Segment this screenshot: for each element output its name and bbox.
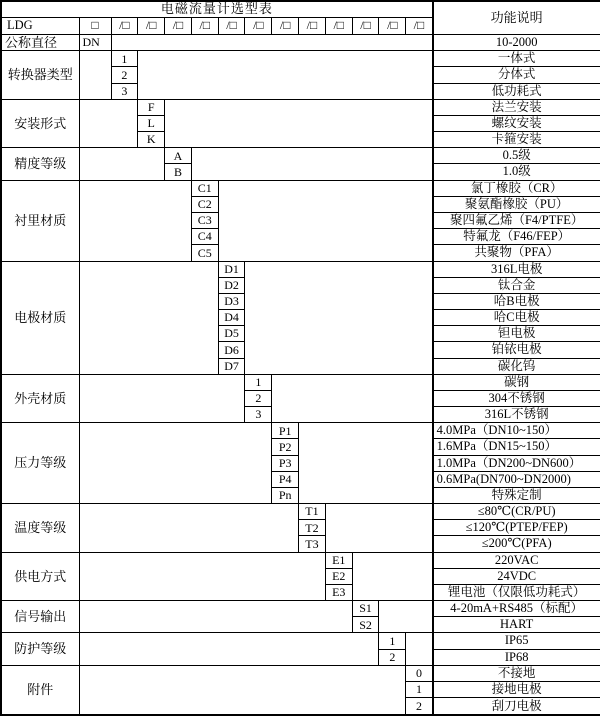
description-signal-output-1: 4-20mA+RS485（标配） [433,601,600,617]
code-power-supply-E3: E3 [325,584,352,600]
row-signal-output-1 [1,601,600,617]
code-electrode-material-D6: D6 [218,342,245,358]
description-power-supply-3: 锂电池（仅限低功耗式） [433,584,600,600]
spacer-right-temperature-rating [325,504,432,553]
code-temperature-rating-T1: T1 [299,504,326,520]
code-electrode-material-D3: D3 [218,293,245,309]
description-converter-type-1: 一体式 [433,51,600,67]
model-slot-8: /□ [299,17,326,34]
description-electrode-material-6: 铂铱电极 [433,342,600,358]
code-electrode-material-D1: D1 [218,261,245,277]
description-electrode-material-3: 哈B电极 [433,293,600,309]
code-installation-type-L: L [138,115,165,131]
description-converter-type-3: 低功耗式 [433,83,600,99]
code-accessories-2: 2 [406,698,433,715]
section-label-protection-rating: 防护等级 [1,633,79,665]
spacer-right-housing-material [272,374,433,423]
code-liner-material-C4: C4 [191,229,218,245]
code-pressure-rating-P3: P3 [272,455,299,471]
spacer-right-converter-type [138,51,433,100]
section-label-pressure-rating: 压力等级 [1,423,79,504]
code-liner-material-C2: C2 [191,196,218,212]
code-installation-type-K: K [138,132,165,148]
description-housing-material-1: 碳钢 [433,374,600,390]
code-temperature-rating-T3: T3 [299,536,326,552]
code-electrode-material-D4: D4 [218,310,245,326]
code-accessories-0: 0 [406,665,433,681]
section-label-converter-type: 转换器类型 [1,51,79,100]
code-housing-material-3: 3 [245,407,272,423]
description-pressure-rating-2: 1.6MPa（DN15~150） [433,439,600,455]
description-electrode-material-5: 钽电极 [433,326,600,342]
row-temperature-rating-1 [1,504,600,520]
section-label-accuracy-grade: 精度等级 [1,148,79,180]
code-converter-type-3: 3 [111,83,138,99]
code-housing-material-1: 1 [245,374,272,390]
description-housing-material-3: 316L不锈钢 [433,407,600,423]
description-liner-material-4: 特氟龙（F46/FEP） [433,229,600,245]
code-power-supply-E1: E1 [325,552,352,568]
model-slot-4: /□ [191,17,218,34]
section-label-signal-output: 信号输出 [1,601,79,633]
section-label-power-supply: 供电方式 [1,552,79,601]
description-pressure-rating-4: 0.6MPa(DN700~DN2000) [433,471,600,487]
row-accessories-1 [1,665,600,681]
row-installation-type-1 [1,99,600,115]
section-label-housing-material: 外壳材质 [1,374,79,423]
model-code-box: □ [79,17,111,34]
spacer-right-liner-material [218,180,432,261]
code-protection-rating-1: 1 [379,633,406,649]
model-slot-1: /□ [111,17,138,34]
spacer-left-pressure-rating [79,423,272,504]
description-temperature-rating-1: ≤80℃(CR/PU) [433,504,600,520]
description-accessories-2: 接地电极 [433,681,600,697]
code-electrode-material-D5: D5 [218,326,245,342]
table-title: 电磁流量计选型表 [1,1,433,17]
spacer-right-signal-output [379,601,433,633]
spacer-right-electrode-material [245,261,433,374]
row-converter-type-1 [1,51,600,67]
spacer-right-accuracy-grade [191,148,432,180]
code-signal-output-S2: S2 [352,617,379,633]
model-prefix: LDG [1,17,79,34]
row-liner-material-1 [1,180,600,196]
model-slot-12: /□ [406,17,433,34]
section-label-installation-type: 安装形式 [1,99,79,148]
description-converter-type-2: 分体式 [433,67,600,83]
spacer-left-installation-type [79,99,138,148]
spacer-left-converter-type [79,51,111,100]
section-label-accessories: 附件 [1,665,79,715]
code-accuracy-grade-A: A [165,148,192,164]
row-housing-material-1 [1,374,600,390]
description-liner-material-3: 聚四氟乙烯（F4/PTFE） [433,212,600,228]
title-row [1,1,600,17]
description-pressure-rating-5: 特殊定制 [433,487,600,503]
code-protection-rating-2: 2 [379,649,406,665]
section-label-nominal-diameter: 公称直径 [1,34,79,51]
description-accuracy-grade-1: 0.5级 [433,148,600,164]
spacer-left-accuracy-grade [79,148,165,180]
code-liner-material-C1: C1 [191,180,218,196]
code-pressure-rating-Pn: Pn [272,487,299,503]
code-pressure-rating-P2: P2 [272,439,299,455]
description-accessories-3: 刮刀电极 [433,698,600,715]
row-power-supply-1 [1,552,600,568]
description-temperature-rating-2: ≤120℃(PTEP/FEP) [433,520,600,536]
code-liner-material-C5: C5 [191,245,218,261]
description-electrode-material-7: 碳化钨 [433,358,600,374]
description-power-supply-2: 24VDC [433,568,600,584]
description-accessories-1: 不接地 [433,665,600,681]
model-slot-9: /□ [325,17,352,34]
function-column-header: 功能说明 [433,1,600,34]
code-electrode-material-D7: D7 [218,358,245,374]
code-electrode-material-D2: D2 [218,277,245,293]
description-protection-rating-2: IP68 [433,649,600,665]
model-slot-10: /□ [352,17,379,34]
code-power-supply-E2: E2 [325,568,352,584]
description-temperature-rating-3: ≤200℃(PFA) [433,536,600,552]
spacer-right-pressure-rating [299,423,433,504]
description-accuracy-grade-2: 1.0级 [433,164,600,180]
description-protection-rating-1: IP65 [433,633,600,649]
code-installation-type-F: F [138,99,165,115]
spacer-right-power-supply [352,552,433,601]
code-pressure-rating-P4: P4 [272,471,299,487]
code-housing-material-2: 2 [245,390,272,406]
spacer-left-signal-output [79,601,352,633]
description-nominal-diameter-1: 10-2000 [433,34,600,51]
code-pressure-rating-P1: P1 [272,423,299,439]
section-label-temperature-rating: 温度等级 [1,504,79,553]
spacer-left-liner-material [79,180,191,261]
spacer-left-housing-material [79,374,245,423]
description-liner-material-5: 共聚物（PFA） [433,245,600,261]
code-accessories-1: 1 [406,681,433,697]
model-slot-2: /□ [138,17,165,34]
description-power-supply-1: 220VAC [433,552,600,568]
description-installation-type-2: 螺纹安装 [433,115,600,131]
code-converter-type-2: 2 [111,67,138,83]
description-signal-output-2: HART [433,617,600,633]
spacer-right-installation-type [165,99,433,148]
code-temperature-rating-T2: T2 [299,520,326,536]
row-accuracy-grade-1 [1,148,600,164]
section-label-liner-material: 衬里材质 [1,180,79,261]
spacer-left-protection-rating [79,633,379,665]
spacer-right-protection-rating [406,633,433,665]
model-slot-7: /□ [272,17,299,34]
description-electrode-material-2: 钛合金 [433,277,600,293]
row-protection-rating-1 [1,633,600,649]
description-installation-type-3: 卡箍安装 [433,132,600,148]
row-electrode-material-1 [1,261,600,277]
description-electrode-material-4: 哈C电极 [433,310,600,326]
description-liner-material-1: 氯丁橡胶（CR） [433,180,600,196]
description-electrode-material-1: 316L电极 [433,261,600,277]
code-liner-material-C3: C3 [191,212,218,228]
code-accuracy-grade-B: B [165,164,192,180]
row-pressure-rating-1 [1,423,600,439]
row-nominal-diameter-1 [1,34,600,51]
model-slot-3: /□ [165,17,192,34]
code-signal-output-S1: S1 [352,601,379,617]
description-liner-material-2: 聚氨酯橡胶（PU） [433,196,600,212]
spacer-left-temperature-rating [79,504,299,553]
model-slot-5: /□ [218,17,245,34]
section-label-electrode-material: 电极材质 [1,261,79,374]
model-slot-6: /□ [245,17,272,34]
description-pressure-rating-3: 1.0MPa（DN200~DN600） [433,455,600,471]
spacer-right-nominal-diameter [111,34,433,51]
description-installation-type-1: 法兰安装 [433,99,600,115]
model-slot-11: /□ [379,17,406,34]
code-converter-type-1: 1 [111,51,138,67]
description-housing-material-2: 304不锈钢 [433,390,600,406]
description-pressure-rating-1: 4.0MPa（DN10~150） [433,423,600,439]
spacer-left-electrode-material [79,261,218,374]
code-nominal-diameter-DN: DN [79,34,111,51]
spacer-left-accessories [79,665,406,715]
spacer-left-power-supply [79,552,325,601]
